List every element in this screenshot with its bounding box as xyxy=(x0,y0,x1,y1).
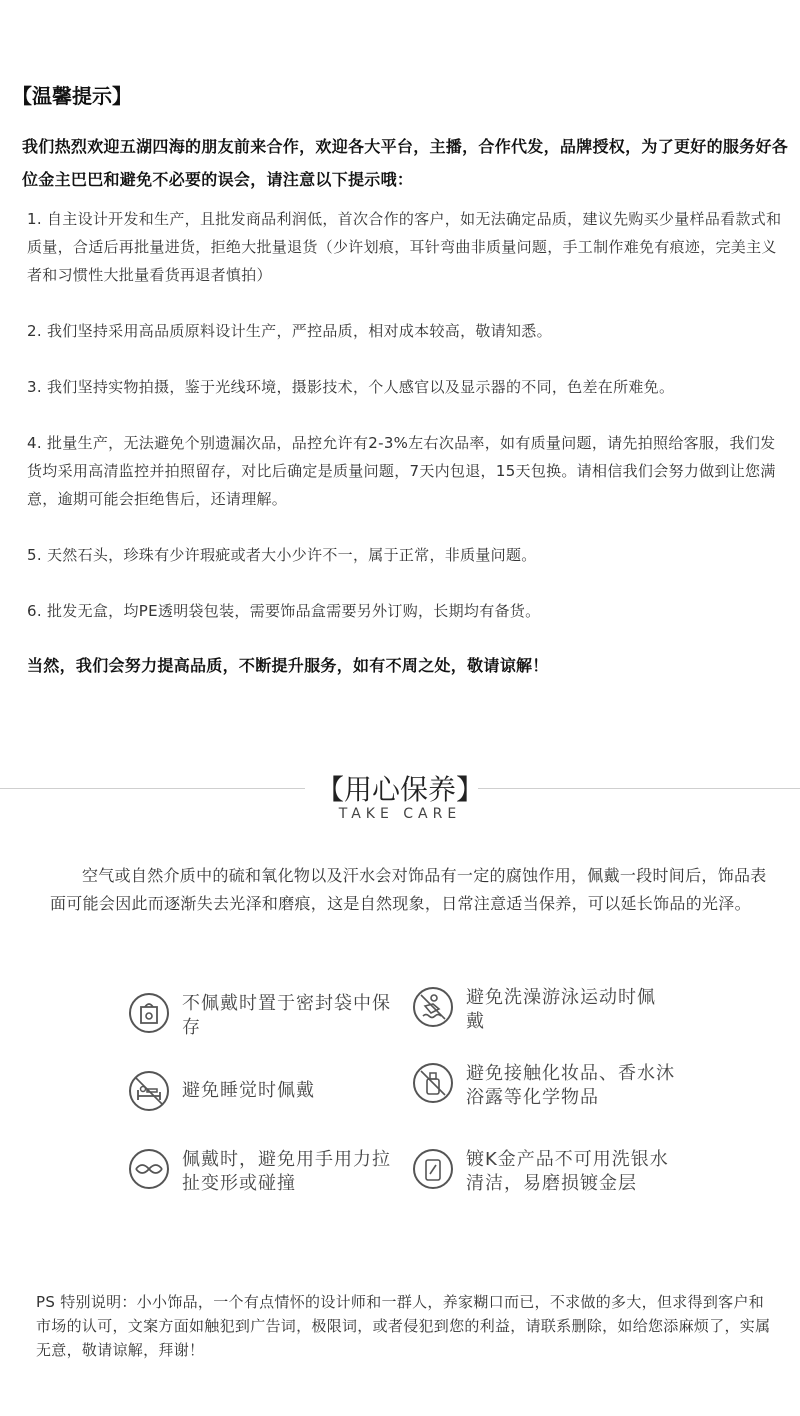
ps-note: PS 特别说明：小小饰品，一个有点情怀的设计师和一群人，养家糊口而已，不求做的多大，但求得到客户和市场的认可，文案方面如触犯到广告词，极限词，或者侵犯到您的利益，请联系删除，如给您添麻烦了，实属无意，敬请谅解，拜谢！ xyxy=(36,1293,771,1359)
care-tip-1 xyxy=(128,992,398,1040)
notice-intro: 我们热烈欢迎五湖四海的朋友前来合作，欢迎各大平台，主播，合作代发，品牌授权，为了更好的服务好各位金主巴巴和避免不必要的误会，请注意以下提示哦： xyxy=(22,137,789,189)
sealed-bag-icon xyxy=(128,992,170,1034)
notice-item-3: 3. 我们坚持实物拍摄，鉴于光线环境，摄影技术，个人感官以及显示器的不同，色差在所难免。 xyxy=(27,378,675,396)
notice-item-6: 6. 批发无盒，均PE透明袋包装，需要饰品盒需要另外订购，长期均有备货。 xyxy=(27,602,541,620)
care-tip-text: 佩戴时，避免用手用力拉扯变形或碰撞 xyxy=(182,1149,391,1194)
notice-item-1: 1. 自主设计开发和生产，且批发商品利润低，首次合作的客户，如无法确定品质，建议先购买少量样品看款式和质量，合适后再批量进货，拒绝大批量退货（少许划痕，耳针弯曲非质量问题，手工制作难免有痕迹，完美主义者和习惯性大批量看货再退者慎拍） xyxy=(27,210,782,284)
notice-item-2: 2. 我们坚持采用高品质原料设计生产，严控品质，相对成本较高，敬请知悉。 xyxy=(27,322,552,340)
notice-heading: 【温馨提示】 xyxy=(12,84,132,108)
no-perfume-icon xyxy=(412,1062,454,1104)
care-tip-text: 避免洗澡游泳运动时佩戴 xyxy=(466,987,656,1032)
swimming-icon xyxy=(412,986,454,1028)
care-tip-5 xyxy=(128,1148,398,1196)
care-tip-3 xyxy=(128,1070,398,1112)
no-pulling-icon xyxy=(128,1148,170,1190)
care-tip-6 xyxy=(412,1148,682,1196)
notice-item-4: 4. 批量生产，无法避免个别遗漏次品，品控允许有2-3%左右次品率，如有质量问题，请先拍照给客服，我们发货均采用高清监控并拍照留存，对比后确定是质量问题，7天内包退，15天包换。请相信我们会努力做到让您满意，逾期可能会拒绝售后，还请理解。 xyxy=(27,434,776,508)
care-tip-text: 不佩戴时置于密封袋中保存 xyxy=(182,993,391,1038)
no-sleep-icon xyxy=(128,1070,170,1112)
no-silver-cleaner-icon xyxy=(412,1148,454,1190)
care-tip-4 xyxy=(412,1062,682,1110)
notice-item-5: 5. 天然石头，珍珠有少许瑕疵或者大小少许不一，属于正常，非质量问题。 xyxy=(27,546,537,564)
notice-closing: 当然，我们会努力提高品质，不断提升服务，如有不周之处，敬请谅解！ xyxy=(27,656,549,675)
care-subtitle: TAKE CARE xyxy=(338,806,462,822)
care-tip-2 xyxy=(412,986,672,1034)
care-tip-text: 镀K金产品不可用洗银水清洁，易磨损镀金层 xyxy=(466,1149,669,1194)
care-description: 空气或自然介质中的硫和氧化物以及汗水会对饰品有一定的腐蚀作用，佩戴一段时间后，饰品表面可能会因此而逐渐失去光泽和磨痕，这是自然现象，日常注意适当保养，可以延长饰品的光泽。 xyxy=(50,866,767,913)
care-title: 【用心保养】 xyxy=(315,773,484,806)
care-tip-text: 避免接触化妆品、香水沐浴露等化学物品 xyxy=(466,1063,675,1108)
care-tip-text: 避免睡觉时佩戴 xyxy=(182,1080,315,1101)
